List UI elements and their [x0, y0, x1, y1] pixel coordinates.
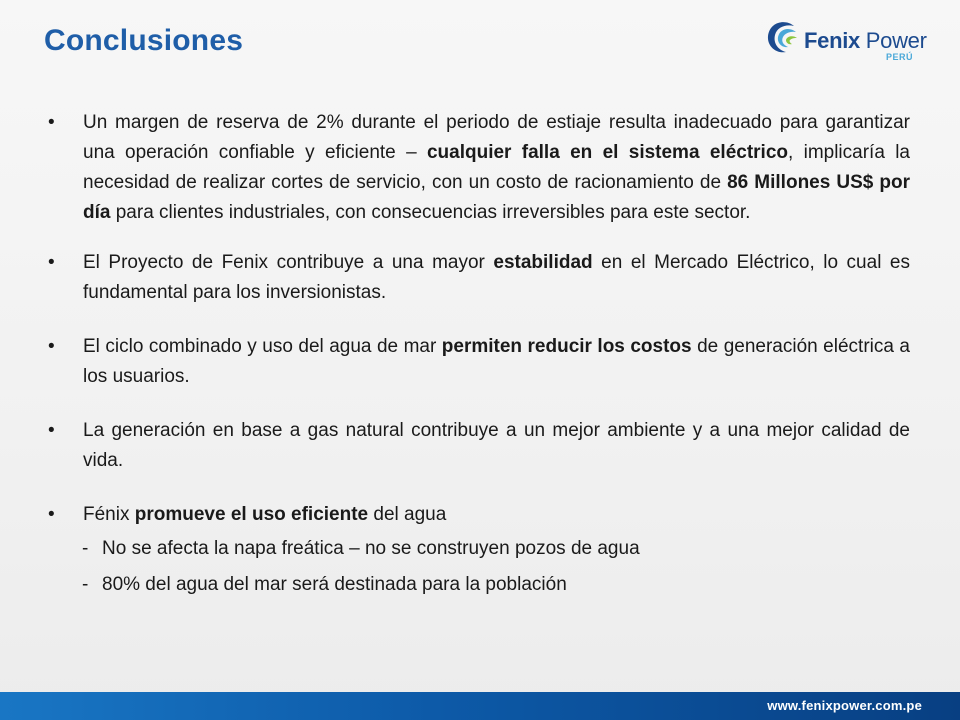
bullet-emphasis: promueve el uso eficiente: [134, 504, 369, 525]
bullet-emphasis: permiten reducir los costos: [441, 336, 692, 357]
bullet-marker: •: [48, 112, 55, 133]
sub-bullet-marker: -: [82, 574, 89, 595]
bullet-item: [48, 108, 910, 228]
bullet-marker: •: [48, 420, 55, 441]
logo-country-text: PERÚ: [886, 52, 914, 62]
sub-bullet-item: [48, 570, 910, 600]
bullet-emphasis: estabilidad: [493, 252, 593, 273]
bullet-marker: •: [48, 504, 55, 525]
bullet-text: Un margen de reserva de 2% durante el periodo de estiaje resulta inadecuado para garantizar una operación confiable y eficiente –: [83, 112, 910, 163]
footer-website-link[interactable]: www.fenixpower.com.pe: [767, 698, 922, 713]
bullet-text: para clientes industriales, con consecuencias irreversibles para este sector.: [110, 202, 751, 223]
sub-bullet-item: [48, 534, 910, 564]
bullet-text: del agua: [368, 504, 447, 525]
content-area: [48, 108, 910, 606]
sub-bullet-text: 80% del agua del mar será destinada para la población: [102, 574, 567, 595]
bullet-item: [48, 332, 910, 392]
bullet-item: [48, 248, 910, 308]
bullet-emphasis: 86 Millones US$ por día: [83, 172, 910, 223]
bullet-marker: •: [48, 336, 55, 357]
bullet-emphasis: cualquier falla en el sistema eléctrico: [426, 142, 788, 163]
bullet-text: El ciclo combinado y uso del agua de mar: [83, 336, 442, 357]
sub-bullet-marker: -: [82, 538, 89, 559]
logo-product-text: Power: [859, 28, 927, 53]
bullet-item: [48, 500, 910, 530]
logo-wordmark: [804, 28, 927, 54]
fenix-power-logo: [764, 18, 934, 68]
bullet-marker: •: [48, 252, 55, 273]
logo-brand-text: Fenix: [804, 28, 860, 53]
bullet-text: , implicaría la necesidad de realizar cortes de servicio, con un costo de racionamiento de: [83, 142, 911, 193]
bullet-text: El Proyecto de Fenix contribuye a una mayor: [83, 252, 494, 273]
page-title: Conclusiones: [44, 24, 244, 57]
bullet-text: La generación en base a gas natural contribuye a un mejor ambiente y a una mejor calidad de vida.: [83, 420, 910, 471]
swirl-logo-icon: [764, 18, 800, 58]
bullet-item: [48, 416, 910, 476]
bullet-text: Fénix: [83, 504, 135, 525]
bullet-text: de generación eléctrica a los usuarios.: [83, 336, 910, 387]
sub-bullet-text: No se afecta la napa freática – no se construyen pozos de agua: [102, 538, 640, 559]
footer-bar: [0, 692, 960, 720]
bullet-text: en el Mercado Eléctrico, lo cual es fundamental para los inversionistas.: [83, 252, 911, 303]
